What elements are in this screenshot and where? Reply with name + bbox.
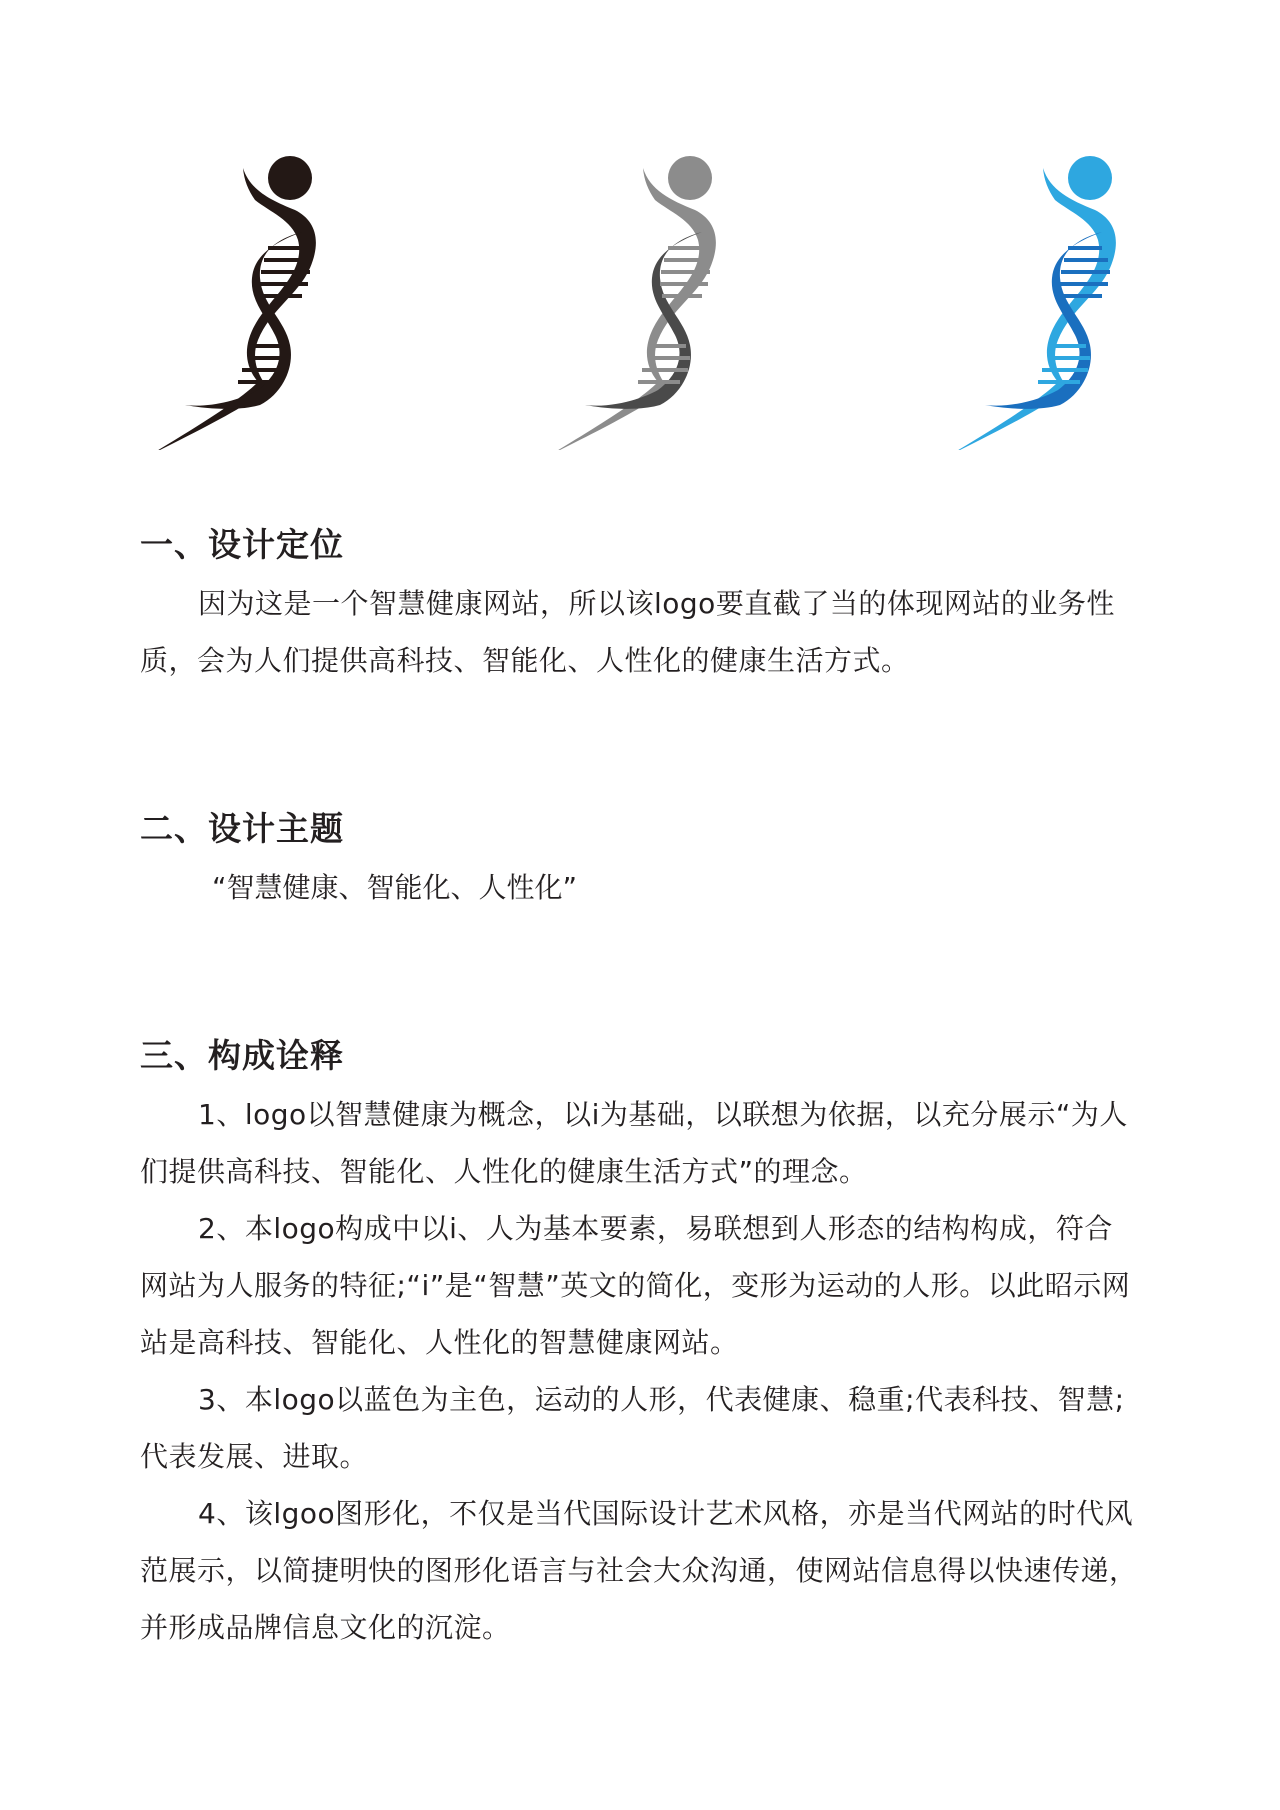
logo-gray — [540, 150, 740, 450]
dna-person-icon — [940, 150, 1140, 450]
dna-person-icon — [540, 150, 740, 450]
section-heading-composition: 三、构成诠释 — [140, 1036, 344, 1075]
section-paragraph: 2、本logo构成中以i、人为基本要素，易联想到人形态的结构构成，符合网站为人服务的特征;“i”是“智慧”英文的简化，变形为运动的人形。以此昭示网站是高科技、智能化、人性化的智慧健康网站。 — [140, 1212, 1131, 1359]
section-paragraph: 4、该lgoo图形化，不仅是当代国际设计艺术风格，亦是当代网站的时代风范展示，以简捷明快的图形化语言与社会大众沟通，使网站信息得以快速传递，并形成品牌信息文化的沉淀。 — [140, 1497, 1138, 1644]
section-paragraph: 因为这是一个智慧健康网站，所以该logo要直截了当的体现网站的业务性质，会为人们提供高科技、智能化、人性化的健康生活方式。 — [140, 587, 1115, 677]
theme-quote: “智慧健康、智能化、人性化” — [212, 871, 578, 904]
section-heading-theme: 二、设计主题 — [140, 809, 344, 848]
section-heading-positioning: 一、设计定位 — [140, 525, 344, 564]
dna-person-icon — [140, 150, 340, 450]
section-paragraph: 3、本logo以蓝色为主色，运动的人形，代表健康、稳重;代表科技、智慧;代表发展、进取。 — [140, 1383, 1125, 1473]
logo-blue — [940, 150, 1140, 450]
document-body — [140, 515, 1140, 1656]
logo-variants — [0, 0, 1280, 460]
logo-black — [140, 150, 340, 450]
section-paragraph: 1、logo以智慧健康为概念，以i为基础，以联想为依据，以充分展示“为人们提供高科技、智能化、人性化的健康生活方式”的理念。 — [140, 1098, 1128, 1188]
